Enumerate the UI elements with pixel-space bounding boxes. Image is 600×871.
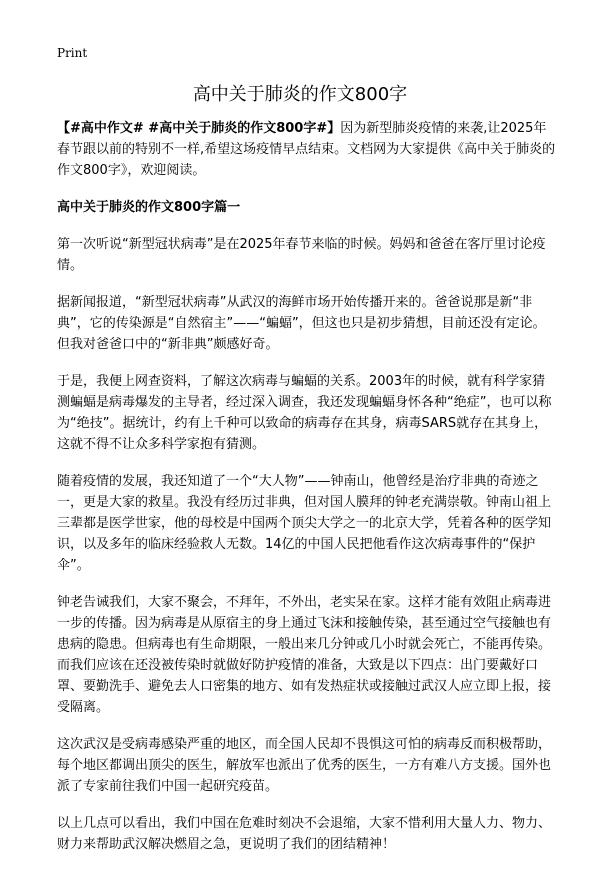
body-paragraph: 这次武汉是受病毒感染严重的地区，而全国人民却不畏惧这可怕的病毒反而积极帮助，每个地区都调出顶尖的医生，解放军也派出了优秀的医生，一方有难八方支援。国外也派了专家前往我们中国一起研究疫苗。 <box>57 737 552 794</box>
body-paragraph: 以上几点可以看出，我们中国在危难时刻决不会退缩，大家不惜利用大量人力、物力、财力来帮助武汉解决燃眉之急，更说明了我们的团结精神！ <box>57 816 552 852</box>
intro-paragraph <box>57 118 557 181</box>
intro-tags: 【#高中作文# #高中关于肺炎的作文800字#】 <box>57 121 341 136</box>
body-paragraph: 随着疫情的发展，我还知道了一个“大人物”——钟南山，他曾经是治疗非典的奇迹之一，更是大家的救星。我没有经历过非典，但对国人膜拜的钟老充满崇敬。钟南山祖上三辈都是医学世家，他的母校是中国两个顶尖大学之一的北京大学，凭着各种的医学知识，以及多年的临床经验救人无数。14亿的中国人民把他看作这次病毒事件的“保护伞”。 <box>57 474 552 573</box>
print-link[interactable]: Print <box>57 46 88 60</box>
article-body <box>57 118 557 871</box>
body-paragraph: 于是，我便上网查资料，了解这次病毒与蝙蝠的关系。2003年的时候，就有科学家猜测蝙蝠是病毒爆发的主导者，经过深入调查，我还发现蝙蝠身怀各种“绝症”，也可以称为“绝技”。据统计，约有上千种可以致命的病毒存在其身，病毒SARS就存在其身上，这就不得不让众多科学家抱有猜测。 <box>57 374 552 452</box>
body-paragraph: 据新闻报道，“新型冠状病毒”从武汉的海鲜市场开始传播开来的。爸爸说那是新“非典”，它的传染源是“自然宿主”——“蝙蝠”，但这也只是初步猜想，目前还没有定论。但我对爸爸口中的“新非典”颇感好奇。 <box>57 295 546 352</box>
body-paragraph: 第一次听说“新型冠状病毒”是在2025年春节来临的时候。妈妈和爸爸在客厅里讨论疫情。 <box>57 237 546 273</box>
section-heading: 高中关于肺炎的作文800字篇一 <box>57 200 241 215</box>
body-paragraph: 钟老告诫我们，大家不聚会，不拜年，不外出，老实呆在家。这样才能有效阻止病毒进一步的传播。因为病毒是从原宿主的身上通过飞沫和接触传染，甚至通过空气接触也有患病的隐患。但病毒也有生命期限，一般出来几分钟或几小时就会死亡，不能再传染。而我们应该在还没被传染时就做好防护疫情的准备，大致是以下四点：出门要戴好口罩、要勤洗手、避免去人口密集的地方、如有发热症状或接触过武汉人应立即上报，接受隔离。 <box>57 595 552 715</box>
page-title: 高中关于肺炎的作文800字 <box>192 84 408 105</box>
intro-text: 因为新型肺炎疫情的来袭,让2025年春节跟以前的特别不一样,希望这场疫情早点结束。文档网为大家提供《高中关于肺炎的作文800字》，欢迎阅读。 <box>57 121 556 178</box>
